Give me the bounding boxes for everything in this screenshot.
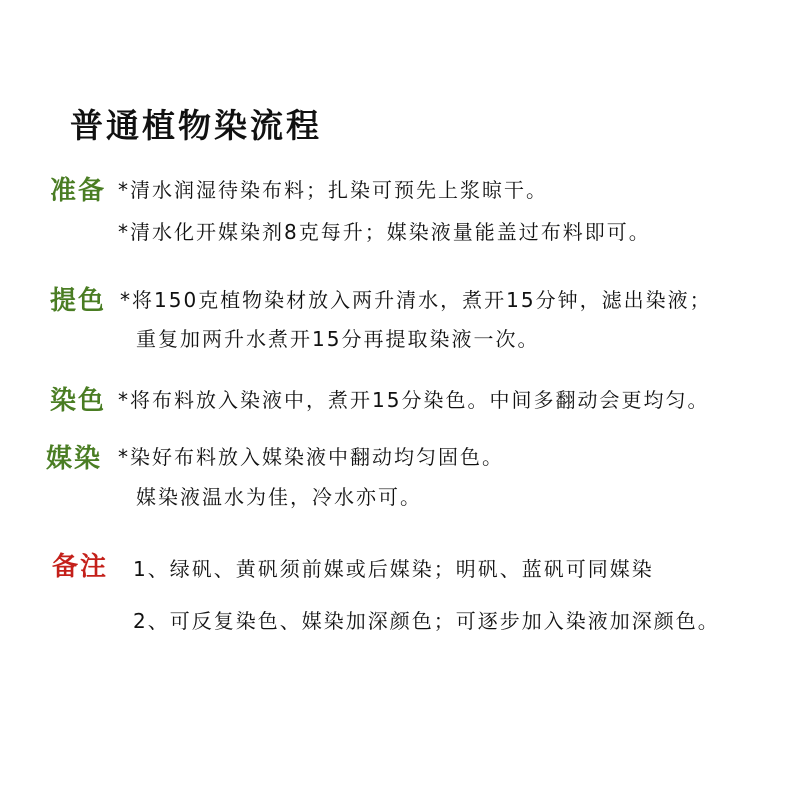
prepare-line-2: *清水化开媒染剂8克每升；媒染液量能盖过布料即可。 bbox=[118, 220, 651, 244]
page-title: 普通植物染流程 bbox=[70, 106, 322, 145]
extract-line-1: *将150克植物染材放入两升清水，煮开15分钟，滤出染液； bbox=[120, 288, 712, 312]
section-label-extract: 提色 bbox=[50, 286, 107, 316]
mordant-line-1: *染好布料放入媒染液中翻动均匀固色。 bbox=[118, 445, 504, 469]
prepare-line-1: *清水润湿待染布料；扎染可预先上浆晾干。 bbox=[118, 178, 548, 202]
notes-line-2: 2、可反复染色、媒染加深颜色；可逐步加入染液加深颜色。 bbox=[133, 609, 720, 633]
extract-line-2: 重复加两升水煮开15分再提取染液一次。 bbox=[136, 327, 540, 351]
mordant-line-2: 媒染液温水为佳，冷水亦可。 bbox=[136, 485, 422, 509]
section-label-notes: 备注 bbox=[52, 552, 109, 582]
section-label-mordant: 媒染 bbox=[46, 444, 103, 474]
section-label-prepare: 准备 bbox=[50, 176, 107, 206]
dye-line-1: *将布料放入染液中，煮开15分染色。中间多翻动会更均匀。 bbox=[118, 388, 710, 412]
section-label-dye: 染色 bbox=[50, 386, 107, 416]
notes-line-1: 1、绿矾、黄矾须前媒或后媒染；明矾、蓝矾可同媒染 bbox=[133, 557, 654, 581]
